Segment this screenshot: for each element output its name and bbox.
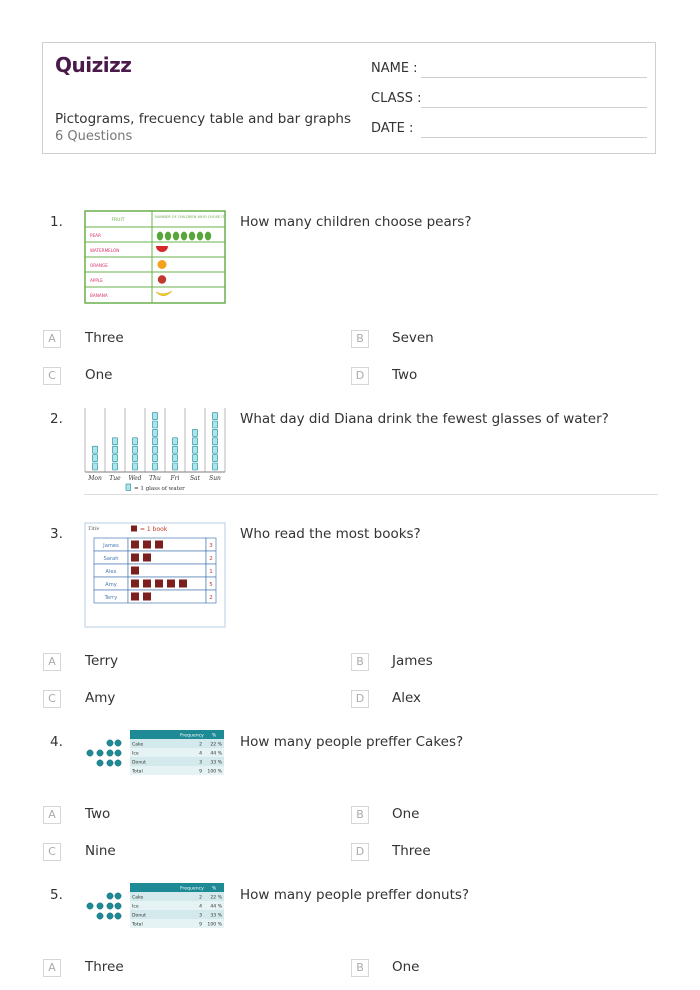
water-glass-icon bbox=[132, 455, 137, 462]
question-divider bbox=[84, 494, 658, 495]
option-b-letter[interactable]: B bbox=[351, 330, 369, 348]
table-cell: Donut bbox=[132, 913, 146, 919]
option-d-letter[interactable]: D bbox=[351, 367, 369, 385]
quizizz-logo: Quizizz bbox=[55, 53, 132, 77]
water-glass-icon bbox=[192, 463, 197, 470]
table-cell: 100 % bbox=[207, 922, 222, 928]
water-glass-icon bbox=[172, 463, 177, 470]
count-header: NUMBER OF CHILDREN WHO CHOSE IT bbox=[155, 215, 225, 219]
book-icon bbox=[155, 580, 163, 588]
water-glass-icon bbox=[212, 438, 217, 445]
key-label: = 1 glass of water bbox=[134, 486, 185, 492]
water-glass-icon bbox=[92, 455, 97, 462]
cake-icon bbox=[107, 740, 113, 746]
books-pictogram-image bbox=[84, 522, 226, 632]
option-b-letter[interactable]: B bbox=[351, 653, 369, 671]
name-line bbox=[421, 77, 647, 78]
table-cell: Cake bbox=[132, 895, 144, 901]
water-glass-icon bbox=[212, 463, 217, 470]
cake-icon bbox=[115, 893, 121, 899]
svg-text:ORANGE: ORANGE bbox=[90, 263, 108, 268]
option-c-text[interactable]: Nine bbox=[85, 843, 116, 859]
reader-name: Terry bbox=[104, 594, 118, 601]
class-label: CLASS : bbox=[371, 91, 422, 106]
cake-icon bbox=[107, 893, 113, 899]
key-glass-icon bbox=[126, 484, 131, 490]
water-glass-icon bbox=[192, 455, 197, 462]
option-b-letter[interactable]: B bbox=[351, 806, 369, 824]
frequency-table-image bbox=[84, 882, 226, 938]
water-glass-icon bbox=[172, 438, 177, 445]
svg-text:PEAR: PEAR bbox=[90, 233, 101, 238]
option-a-letter[interactable]: A bbox=[43, 959, 61, 977]
table-header: Frequency bbox=[180, 886, 204, 892]
book-key-icon bbox=[131, 526, 137, 532]
option-d-letter[interactable]: D bbox=[351, 690, 369, 708]
water-glasses-pictogram bbox=[84, 406, 226, 498]
donut-icon bbox=[115, 913, 121, 919]
date-field[interactable] bbox=[371, 121, 413, 136]
donut-icon bbox=[107, 913, 113, 919]
option-c-text[interactable]: One bbox=[85, 367, 113, 383]
fruit-header: FRUIT bbox=[111, 218, 125, 223]
option-c-text[interactable]: Amy bbox=[85, 690, 116, 706]
chart-title: Title bbox=[88, 526, 100, 532]
ice-cream-icon bbox=[115, 903, 121, 909]
name-label: NAME : bbox=[371, 61, 418, 76]
water-glass-icon bbox=[192, 429, 197, 436]
water-glass-icon bbox=[212, 455, 217, 462]
svg-text:WATERMELON: WATERMELON bbox=[90, 248, 120, 253]
question-text: What day did Diana drink the fewest glasses of water? bbox=[240, 411, 609, 427]
water-glass-icon bbox=[212, 421, 217, 428]
day-label: Mon bbox=[88, 475, 102, 482]
question-text: Who read the most books? bbox=[240, 526, 421, 542]
reader-name: James bbox=[103, 542, 119, 549]
book-icon bbox=[131, 541, 139, 549]
book-icon bbox=[131, 593, 139, 601]
water-glass-icon bbox=[172, 446, 177, 453]
table-cell: 3 bbox=[199, 913, 202, 919]
book-icon bbox=[179, 580, 187, 588]
water-glass-icon bbox=[152, 429, 157, 436]
water-glass-icon bbox=[132, 463, 137, 470]
table-cell: 9 bbox=[199, 922, 202, 928]
table-cell: 4 bbox=[199, 904, 202, 910]
option-b-letter[interactable]: B bbox=[351, 959, 369, 977]
table-cell: 44 % bbox=[210, 904, 222, 910]
table-cell: 4 bbox=[199, 751, 202, 757]
key-label: = 1 book bbox=[140, 526, 168, 533]
option-d-text[interactable]: Three bbox=[392, 843, 431, 859]
water-glass-icon bbox=[192, 446, 197, 453]
water-glass-icon bbox=[132, 438, 137, 445]
table-cell: 22 % bbox=[210, 895, 222, 901]
book-icon bbox=[155, 541, 163, 549]
table-cell: 100 % bbox=[207, 769, 222, 775]
ice-cream-icon bbox=[97, 750, 103, 756]
option-a-text[interactable]: Terry bbox=[85, 653, 119, 669]
option-b-text[interactable]: James bbox=[392, 653, 433, 669]
water-glass-icon bbox=[192, 438, 197, 445]
table-cell: 33 % bbox=[210, 760, 222, 766]
apple-icon bbox=[158, 275, 166, 283]
day-label: Sat bbox=[189, 475, 201, 482]
class-line bbox=[421, 107, 647, 108]
day-label: Fri bbox=[170, 475, 180, 482]
date-line bbox=[421, 137, 647, 138]
table-cell: 22 % bbox=[210, 742, 222, 748]
book-icon bbox=[131, 567, 139, 575]
reader-name: Sarah bbox=[103, 555, 119, 562]
question-text: How many people preffer donuts? bbox=[240, 887, 470, 903]
book-count: 2 bbox=[209, 594, 213, 601]
book-icon bbox=[143, 554, 151, 562]
orange-icon bbox=[158, 260, 167, 269]
day-label: Thu bbox=[149, 475, 161, 482]
table-cell: 3 bbox=[199, 760, 202, 766]
water-glass-icon bbox=[212, 413, 217, 420]
table-cell: 2 bbox=[199, 895, 202, 901]
ice-cream-icon bbox=[97, 903, 103, 909]
question-number: 2. bbox=[50, 411, 63, 427]
book-icon bbox=[143, 593, 151, 601]
water-glass-icon bbox=[112, 463, 117, 470]
book-icon bbox=[143, 541, 151, 549]
table-cell: Cake bbox=[132, 742, 144, 748]
fruit-pictogram-image bbox=[84, 210, 226, 308]
name-field[interactable] bbox=[371, 61, 418, 76]
donut-icon bbox=[97, 760, 103, 766]
ice-cream-icon bbox=[87, 903, 93, 909]
book-icon bbox=[131, 580, 139, 588]
question-text: How many people preffer Cakes? bbox=[240, 734, 464, 750]
ice-cream-icon bbox=[115, 750, 121, 756]
question-number: 5. bbox=[50, 887, 63, 903]
svg-text:BANANA: BANANA bbox=[90, 293, 108, 298]
day-label: Sun bbox=[209, 475, 221, 482]
table-cell: 44 % bbox=[210, 751, 222, 757]
class-field[interactable] bbox=[371, 91, 422, 106]
question-text: How many children choose pears? bbox=[240, 214, 472, 230]
water-glass-icon bbox=[112, 438, 117, 445]
ice-cream-icon bbox=[107, 903, 113, 909]
water-glass-icon bbox=[152, 421, 157, 428]
option-a-letter[interactable]: A bbox=[43, 806, 61, 824]
table-header: % bbox=[211, 733, 217, 739]
option-d-text[interactable]: Alex bbox=[392, 690, 422, 706]
day-label: Tue bbox=[109, 475, 121, 482]
day-label: Wed bbox=[128, 475, 142, 482]
water-glass-icon bbox=[152, 438, 157, 445]
water-glass-icon bbox=[152, 446, 157, 453]
worksheet-title: Pictograms, frecuency table and bar graphs bbox=[55, 111, 351, 127]
option-a-text[interactable]: Three bbox=[85, 959, 124, 975]
water-glass-icon bbox=[112, 446, 117, 453]
option-b-text[interactable]: One bbox=[392, 806, 420, 822]
table-cell: 9 bbox=[199, 769, 202, 775]
option-a-letter[interactable]: A bbox=[43, 330, 61, 348]
table-header: Frequency bbox=[180, 733, 204, 739]
water-glass-icon bbox=[112, 455, 117, 462]
book-count: 2 bbox=[209, 555, 213, 562]
donut-icon bbox=[115, 760, 121, 766]
option-b-text[interactable]: Seven bbox=[392, 330, 434, 346]
option-a-text[interactable]: Two bbox=[85, 806, 111, 822]
book-icon bbox=[167, 580, 175, 588]
table-header: % bbox=[211, 886, 217, 892]
water-glass-icon bbox=[212, 429, 217, 436]
date-label: DATE : bbox=[371, 121, 414, 136]
option-a-letter[interactable]: A bbox=[43, 653, 61, 671]
book-icon bbox=[143, 580, 151, 588]
option-c-letter[interactable]: C bbox=[43, 843, 61, 861]
table-cell: Ice bbox=[132, 751, 139, 757]
donut-icon bbox=[107, 760, 113, 766]
frequency-table-image bbox=[84, 729, 226, 785]
book-icon bbox=[131, 554, 139, 562]
ice-cream-icon bbox=[87, 750, 93, 756]
option-c-letter[interactable]: C bbox=[43, 367, 61, 385]
option-c-letter[interactable]: C bbox=[43, 690, 61, 708]
water-glass-icon bbox=[152, 413, 157, 420]
water-glass-icon bbox=[172, 455, 177, 462]
table-cell: Ice bbox=[132, 904, 139, 910]
question-number: 3. bbox=[50, 526, 63, 542]
water-glass-icon bbox=[92, 463, 97, 470]
option-d-text[interactable]: Two bbox=[392, 367, 418, 383]
cake-icon bbox=[115, 740, 121, 746]
question-number: 1. bbox=[50, 214, 63, 230]
option-b-text[interactable]: One bbox=[392, 959, 420, 975]
book-count: 1 bbox=[209, 568, 213, 575]
worksheet-header bbox=[42, 42, 656, 154]
ice-cream-icon bbox=[107, 750, 113, 756]
water-glass-icon bbox=[152, 455, 157, 462]
donut-icon bbox=[97, 913, 103, 919]
table-cell: Total bbox=[132, 922, 143, 928]
book-count: 3 bbox=[209, 542, 213, 549]
svg-text:APPLE: APPLE bbox=[90, 278, 103, 283]
water-glass-icon bbox=[92, 446, 97, 453]
question-count: 6 Questions bbox=[55, 129, 133, 144]
reader-name: Alex bbox=[105, 568, 117, 575]
table-cell: Total bbox=[132, 769, 143, 775]
table-cell: Donut bbox=[132, 760, 146, 766]
table-cell: 33 % bbox=[210, 913, 222, 919]
book-count: 5 bbox=[209, 581, 213, 588]
table-cell: 2 bbox=[199, 742, 202, 748]
question-number: 4. bbox=[50, 734, 63, 750]
reader-name: Amy bbox=[105, 581, 117, 588]
water-glass-icon bbox=[212, 446, 217, 453]
option-d-letter[interactable]: D bbox=[351, 843, 369, 861]
option-a-text[interactable]: Three bbox=[85, 330, 124, 346]
water-glass-icon bbox=[152, 463, 157, 470]
water-glass-icon bbox=[132, 446, 137, 453]
